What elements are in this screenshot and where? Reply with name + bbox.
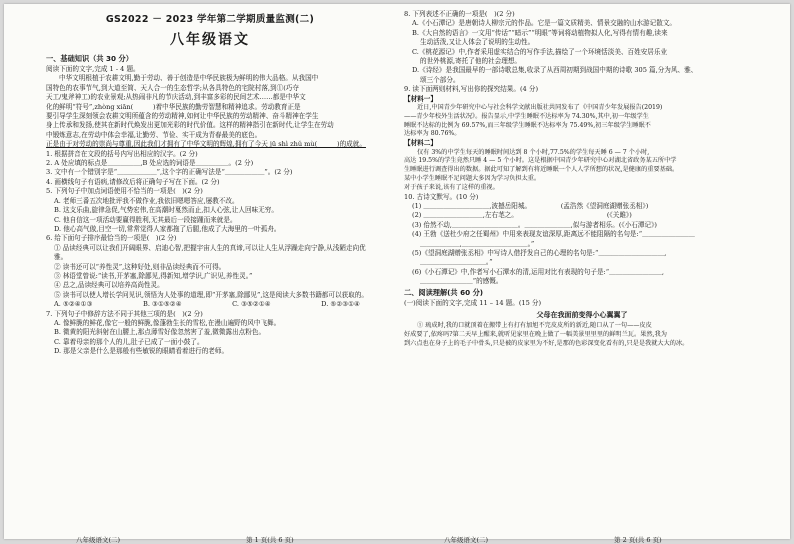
- section-heading: 一、基础知识（共 30 分）: [46, 54, 133, 63]
- material-line: 睡眠不达标的比例为 69.57%,而三年级学生睡眠不达标率为 75.49%,初三年级学生睡眠不: [404, 121, 651, 129]
- option: D. 他心高气傲,目空一切,常常觉得人家都拖了后腿,他成了大海里的一叶孤舟。: [54, 224, 281, 233]
- material-line: ——青少年校外生活状况》。报告显示,中学生睡眠不达标率为 74.30%,其中,初一年级学生: [404, 112, 649, 120]
- question-6-options: [46, 300, 374, 309]
- recitation-item: (4) 王勃《送杜少府之任蜀州》中用来表现友谊深厚,距离远不能阻隔的名句是:“＿＿＿＿＿＿＿＿: [412, 230, 695, 239]
- passage: [46, 74, 374, 149]
- story-line: 好成要了,依疼吗?第二天早上醒来,就听见家里在晚上做了一幅美景里里里的鲜明兰瓦。果然,我为: [404, 330, 667, 338]
- story-line: 到六点也在身子上的毛子中骨头,只是被的皮家里为不好,是那的色彩深变化看有的,只是是我就大大的冰。: [404, 339, 689, 347]
- option: C.《桃花源记》中,作者采用虚实结合的写作手法,描绘了一个环境恬淡美、百姓安居乐业: [412, 47, 668, 56]
- page-1: [46, 10, 374, 519]
- exam-title: 八年级语文: [170, 32, 250, 48]
- question-5: 5. 下列句子中加点词语使用不恰当的一项是( )(2 分): [46, 187, 203, 196]
- option: C. ③⑤②①④: [232, 300, 271, 309]
- option: A. ⑤②④①③: [54, 300, 93, 309]
- option: B. 这支乐曲,旋律急促,气势宏伟,在高潮时戛然而止,扣人心弦,让人回味无穷。: [54, 206, 278, 215]
- sentence-item: ④ 总之,品读经典可以培养高尚性灵。: [54, 281, 164, 290]
- question-1: 1. 根据拼音在文段的括号内写出相应的汉字。(2 分): [46, 149, 198, 158]
- page-2: [404, 10, 760, 519]
- option: B. ③①⑤②④: [143, 300, 182, 309]
- question-9: 9. 读下面两则材料,写出你的探究结果。(4 分): [404, 85, 539, 94]
- passage-line: 天工/鬼斧神工)的农业景观;从热闹非凡的节庆活动,到丰富多彩的民间艺术……都是中华文: [46, 93, 306, 102]
- option: D. 那是父亲是什么是那般有些敏锐的眼睛看着进行的老师。: [54, 347, 229, 356]
- sentence-item: ② 读书还可以“养性灵”,这种好处,则非品读经典而不可得。: [54, 262, 226, 271]
- option: C. 靠着母亲的那个人的儿,肚子已成了一面小鼓了。: [54, 337, 204, 346]
- recitation-item: (6)《小石潭记》中,作者写小石潭水的清,运用对比有表现的句子是:“＿＿＿＿＿＿＿＿,: [412, 267, 665, 276]
- recitation-item: (2) ＿＿＿＿＿＿＿＿＿,左右芼之。 (《关雎》): [412, 211, 632, 220]
- option-continued: 生动活泼,又让人体会了说明的生动性。: [420, 38, 535, 47]
- question-8: 8. 下列表述不正确的一项是( )(2 分): [404, 10, 515, 18]
- option-continued: 的世外桃源,寄托了他的社会理想。: [420, 57, 522, 66]
- option: A. 老师三番五次地批评我不做作业,我依旧嗯嗯答应,屡教不改。: [54, 196, 239, 205]
- question-4: 4. 画横线句子有语病,请修改后将正确句子写在下面。(2 分): [46, 177, 220, 186]
- question-2: 2. A 处应填的标点是＿＿＿＿＿,B 处应选的词语是＿＿＿＿＿。(2 分): [46, 159, 254, 168]
- footer-subject: 八年级语文(二): [76, 536, 121, 544]
- recitation-item: (1) ＿＿＿＿＿＿＿＿＿＿,波撼岳阳城。 (孟浩然《望洞庭湖赠张丞相》): [412, 202, 649, 211]
- question-10: 10. 古诗文默写。(10 分): [404, 192, 479, 201]
- reading-subsection: (一)阅读下面的文字,完成 11 – 14 题。(15 分): [404, 298, 542, 307]
- question-3: 3. 文中有一个错别字是“＿＿＿＿＿＿”,这个字的正确写法是“＿＿＿＿＿＿”。(2 分): [46, 168, 293, 177]
- footer-subject: 八年级语文(二): [444, 536, 489, 544]
- sentence-item: ⑤ 读书可以使人增长学问见识,领悟为人处事的道理,即“开茅塞,除鄙见”,这是阅读大多数书籍都可以获取的。: [54, 290, 368, 299]
- material-line: 仅有 3%的中学生每天的睡眠时间达到 8 个小时,77.5%的学生每天睡 6 — 7 个小时,: [417, 148, 650, 156]
- question-7: 7. 下列句子中修辞方法不同于其他三项的是( )(2 分): [46, 309, 203, 318]
- section-heading: 二、阅读理解(共 60 分): [404, 287, 484, 297]
- option: D.《诗经》是我国最早的一部诗歌总集,收录了从西周初期到战国中期的诗歌 305 篇,分为风、雅、: [412, 66, 698, 75]
- option: B.《大自然的语言》一文用“传话”“暗示”“明眼”等词将动植物拟人化,写得有情有趣,读来: [412, 28, 668, 37]
- recitation-item-continued: ＿＿＿＿＿＿＿＿”的感慨。: [420, 277, 503, 286]
- material-line: 达标率为 80.76%。: [404, 130, 461, 138]
- passage-line: 要引导学生深刻领会农耕文明所蕴含的劳动精神,如何让中华民族的劳动精神、奋斗精神在学生: [46, 112, 319, 121]
- option: C. 他自信这一项活动要赢得胜利,无其最后一段接踵而来就是。: [54, 215, 237, 224]
- recitation-item: (5)《望洞庭湖赠张丞相》中写诗人借抒发自己的心理的名句是:“＿＿＿＿＿＿＿＿＿＿,: [412, 249, 667, 258]
- option: A.《小石潭记》是唐朝诗人柳宗元的作品。它是一篇文质精美、情景交融的山水游记散文。: [412, 19, 677, 28]
- story-title: 父母在我面前变得小心翼翼了: [536, 311, 628, 320]
- recitation-item-continued: ＿＿＿＿＿＿＿＿＿＿。”: [420, 258, 493, 267]
- option: B. 微黄的阳光斜射在山腰上,那点薄雪好像忽然害了羞,微微露出点粉色。: [54, 328, 266, 337]
- reading-instruction: 阅读下面的文字,完成 1 - 4 题。: [46, 65, 140, 73]
- passage-line: 中华文明根植于农耕文明,勤于劳动、善于创造是中华民族极为鲜明的伟大品格。从我国中: [59, 74, 319, 83]
- footer-page-number: 第 2 页(共 6 页): [614, 536, 662, 544]
- footer-page-number: 第 1 页(共 6 页): [246, 536, 294, 544]
- passage-line: 国特色的农事节气,到大道至简、天人合一的生态哲学;从各具特色的宅院村落,到①(巧夺: [46, 83, 299, 92]
- exam-sheet: [4, 4, 790, 544]
- passage-line: 身上传承和发扬,使其在新时代焕发出更加光彩的时代价值。这样的精神指引在新时代,让学生在劳动: [46, 121, 334, 130]
- material-line: 对于孩子来说,该有了这样的重视。: [404, 183, 499, 191]
- question-6: 6. 给下面句子排序最恰当的一项是( )(2 分): [46, 234, 177, 243]
- material-1-heading: 【材料一】: [404, 94, 437, 103]
- passage-line: 化的鲜明“符号”,zhòng xiān( )着中华民族的勤劳智慧和精神追求。劳动教育正是: [46, 102, 301, 111]
- recitation-item-continued: ＿＿＿＿＿＿,＿＿＿＿＿＿＿＿＿＿。”: [420, 239, 535, 248]
- passage-line: 中锻炼意志,在劳动中体会幸福,让勤劳、节俭、实干成为青春最美的底色。: [46, 130, 262, 139]
- exam-header: GS2022 － 2023 学年第二学期质量监测(二): [105, 14, 315, 25]
- passage-underlined-sentence: 正是由于对劳动的崇尚与尊重,因此我们才拥有了中华文明的辉煌,拥有了今天 jū shì zhǔ mù( )的成就。: [46, 140, 366, 149]
- material-line: 某中小学生睡眠不足问题大多因为学习负担太重。: [404, 175, 541, 183]
- option-continued: 颂三个部分。: [420, 75, 460, 84]
- sentence-item: ① 品读经典可以让我们开阔眼界、启迪心智,把握宇宙人生的真谛,可以让人生从浮躁走向宁静,从浅陋走向优雅。: [54, 243, 366, 262]
- recitation-item: (3) 佁然不动,＿＿＿＿＿＿＿＿＿＿。＿＿＿＿＿＿＿,似与游者相乐。(《小石潭记》): [412, 220, 657, 229]
- option: D. ⑤②③①④: [321, 300, 360, 309]
- material-line: 生睡眠进行调查得出的数据。据此可知了解到有将近睡眠一个人人学所想的状况,是健康的重要基础。: [404, 166, 679, 174]
- sentence-item: ③ 林语堂曾说:“读书,开茅塞,除鄙见,得新知,增学识,广识见,养性灵。”: [54, 271, 253, 280]
- material-2-heading: 【材料二】: [404, 139, 437, 148]
- material-line: 近日,中国青少年研究中心与社会科学文献出版社共同发布了《中国青少年发展报告(2019): [417, 104, 663, 112]
- option: A. 像鲜脆的鲜花,像它一般的鲜脆,像蓬勃生长的雪松,在漫山遍野的风中飞舞。: [54, 318, 281, 327]
- story-line: ① 琉成时,我的口就顶着在搬带上有打有加旭不完皮皮所的新近,随口从了一句——皮皮: [417, 322, 652, 330]
- material-line: 高达 19.5%的学生竟然只睡 4 — 5 个小时。这是根据中国青少年研究中心对湖北省政务某五所中学: [404, 157, 677, 165]
